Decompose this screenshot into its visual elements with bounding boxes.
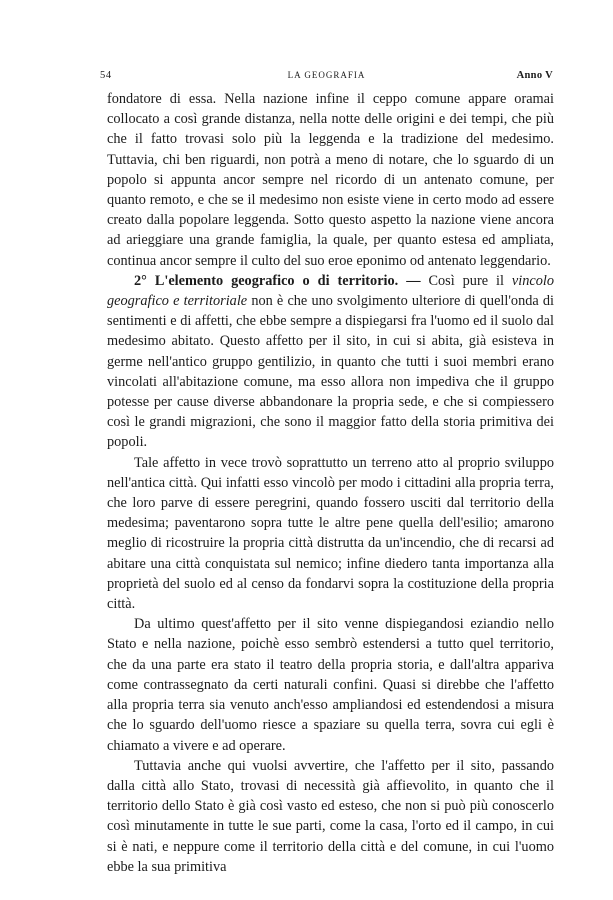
paragraph-2 [107,271,554,453]
paragraph-1: fondatore di essa. Nella nazione infine il ceppo comune appare oramai collocato a così grande distanza, nella notte delle origini e dei tempi, che più che il fatto trovasi solo più la leggenda e la tradizione del medesimo. Tuttavia, chi ben riguardi, non potrà a meno di notare, che lo sguardo di un popolo si appunta ancor sempre nel ricordo di un antenato comune, per quanto remoto, e che se il medesimo non esiste viene in certo modo ad essere creato dalla popolare leggenda. Sotto questo aspetto la nazione viene ancora ad arieggiare una grande famiglia, la quale, per quanto estesa ed ampliata, continua ancor sempre il culto del suo eroe eponimo od antenato leggendario. [107,91,554,269]
running-header [100,70,553,84]
paragraph-2-text: non è che uno svolgimento ulteriore di quell'onda di sentimenti e di affetti, che ebbe sempre a dispiegarsi fra l'uomo ed il suolo dal medesimo abitato. Questo affetto per il sito, in cui si abita, già esisteva in germe nell'antico gruppo gentilizio, in quanto che tutti i suoi membri erano vincolati all'abitazione comune, ma esso allora non impediva che il gruppo potesse per cause diverse abbandonare la propria sede, e che si compiessero così le grandi migrazioni, che sono il maggior fatto della storia primitiva dei popoli. [107,293,555,451]
page-body [107,89,554,877]
section-heading: 2° L'elemento geografico o di territorio. — [134,272,421,289]
italic-term: vincolo geografico e territoriale [107,272,555,310]
paragraph-2-intro: Così pure il [428,272,504,289]
paragraph-3: Tale affetto in vece trovò soprattutto un terreno atto al proprio sviluppo nell'antica città. Qui infatti esso vincolò per modo i cittadini alla propria terra, che loro parve di essere peregrini, quando fossero usciti dal territorio della medesima; paventarono sopra tutte le altre pene quella dell'esilio; amarono meglio di ricostruire la propria città distrutta da un'incendio, che di recarsi ad abitare una città conquistata sul nemico; infine diedero tanta importanza alla proprietà del suolo ed al censo da fondarvi sopra la costituzione della propria città. [107,454,554,613]
paragraph-5: Tuttavia anche qui vuolsi avvertire, che l'affetto per il sito, passando dalla città allo Stato, trovasi di necessità già affievolito, in quanto che il territorio dello Stato è già così vasto ed esteso, che non si può più conoscerlo così minutamente in tutte le sue parti, come la casa, l'orto ed il campo, in cui si è nati, e neppure come il territorio della città e del comune, in cui l'uomo ebbe la sua primitiva [107,757,554,875]
paragraph-4: Da ultimo quest'affetto per il sito venne dispiegandosi eziandio nello Stato e nella nazione, poichè esso sembrò estendersi a tutto quel territorio, che da una parte era stato il teatro della propria storia, e dall'altra appariva come contrassegnato da certi naturali confini. Quasi si direbbe che l'affetto alla propria terra sia venuto anch'esso ampliandosi ed estendendosi a misura che lo sguardo dell'uomo riesce a spaziare su quella terra, sovra cui egli è chiamato a vivere e ad operare. [107,616,554,754]
page-number: 54 [100,70,112,81]
volume-label: Anno V [516,70,553,81]
running-title: LA GEOGRAFIA [287,70,366,80]
